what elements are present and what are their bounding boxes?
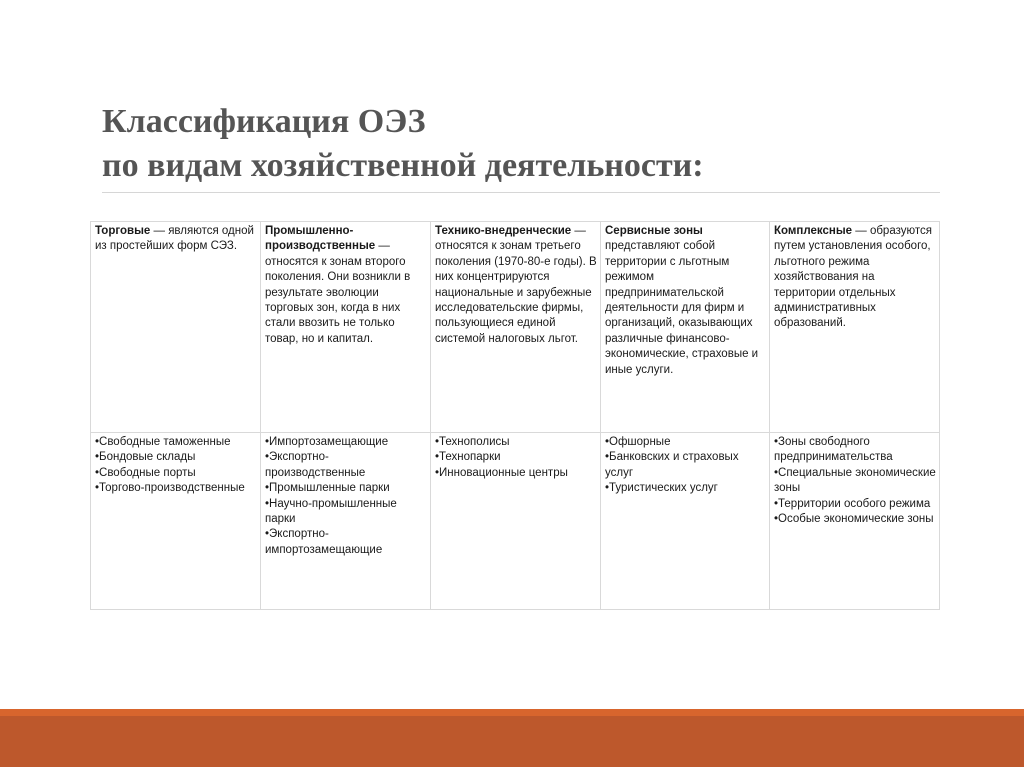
- list-item: •Технополисы: [435, 436, 510, 448]
- cell-tech-desc: [431, 222, 601, 433]
- service-description: представляют собой территории с льготным режимом предпринимательской деятельности для фирм и организаций, оказывающих различные финансово-экономические, страховые и иные услуги.: [605, 240, 759, 376]
- cell-complex-desc: [770, 222, 940, 433]
- list-item: •Импортозамещающие: [265, 436, 389, 448]
- trade-description: — являются одной из простейших форм СЭЗ.: [95, 225, 254, 253]
- title-line-1: Классификация ОЭЗ: [102, 103, 426, 140]
- list-item: •Промышленные парки: [265, 482, 390, 495]
- tech-description: — относятся к зонам третьего поколения (1970-80-е годы). В них концентрируются национальные и зарубежные исследовательские фирмы, пользующиеся единой системой налоговых льгот.: [435, 225, 597, 345]
- cell-industrial-types: [261, 433, 431, 610]
- list-item: •Торгово-производственные: [95, 482, 245, 495]
- column-head-industrial: Промышленно-производственные: [265, 225, 376, 253]
- list-item: •Банковских и страховых услуг: [605, 451, 739, 479]
- cell-trade-types: [91, 433, 261, 610]
- list-item: •Научно-промышленные парки: [265, 497, 397, 526]
- footer-band: [0, 709, 1024, 767]
- list-item: •Свободные порты: [95, 466, 196, 479]
- title-line-2: по видам хозяйственной деятельности:: [102, 147, 704, 184]
- cell-service-types: [601, 433, 770, 610]
- column-head-tech: Технико-внедренческие: [435, 225, 572, 237]
- complex-description: — образуются путем установления особого, льготного режима хозяйствования на территории отдельных административных образований.: [774, 225, 932, 330]
- list-item: •Офшорные: [605, 436, 671, 448]
- list-item: •Бондовые склады: [95, 451, 196, 464]
- description-row: [91, 222, 940, 433]
- list-item: •Инновационные центры: [435, 466, 568, 479]
- cell-tech-types: [431, 433, 601, 610]
- column-head-complex: Комплексные: [774, 225, 853, 237]
- cell-trade-desc: [91, 222, 261, 433]
- cell-complex-types: [770, 433, 940, 610]
- title-divider: [102, 192, 940, 193]
- types-row: [91, 433, 940, 610]
- industrial-description: — относятся к зонам второго поколения. Они возникли в результате эволюции торговых зон, когда в них стали ввозить не только товар, но и капитал.: [265, 240, 411, 345]
- slide-title: [102, 100, 942, 188]
- list-item: •Туристических услуг: [605, 482, 718, 495]
- column-head-service: Сервисные зоны: [605, 225, 703, 237]
- cell-service-desc: [601, 222, 770, 433]
- footer-band-accent: [0, 709, 1024, 716]
- classification-table: [90, 221, 940, 610]
- list-item: •Особые экономические зоны: [774, 513, 934, 526]
- column-head-trade: Торговые: [95, 225, 151, 237]
- list-item: •Территории особого режима: [774, 497, 931, 510]
- list-item: •Экспортно-производственные: [265, 451, 366, 479]
- list-item: •Свободные таможенные: [95, 436, 231, 448]
- list-item: •Экспортно-импортозамещающие: [265, 528, 383, 556]
- list-item: •Зоны свободного предпринимательства: [774, 436, 893, 464]
- list-item: •Технопарки: [435, 451, 501, 464]
- cell-industrial-desc: [261, 222, 431, 433]
- list-item: •Специальные экономические зоны: [774, 466, 936, 495]
